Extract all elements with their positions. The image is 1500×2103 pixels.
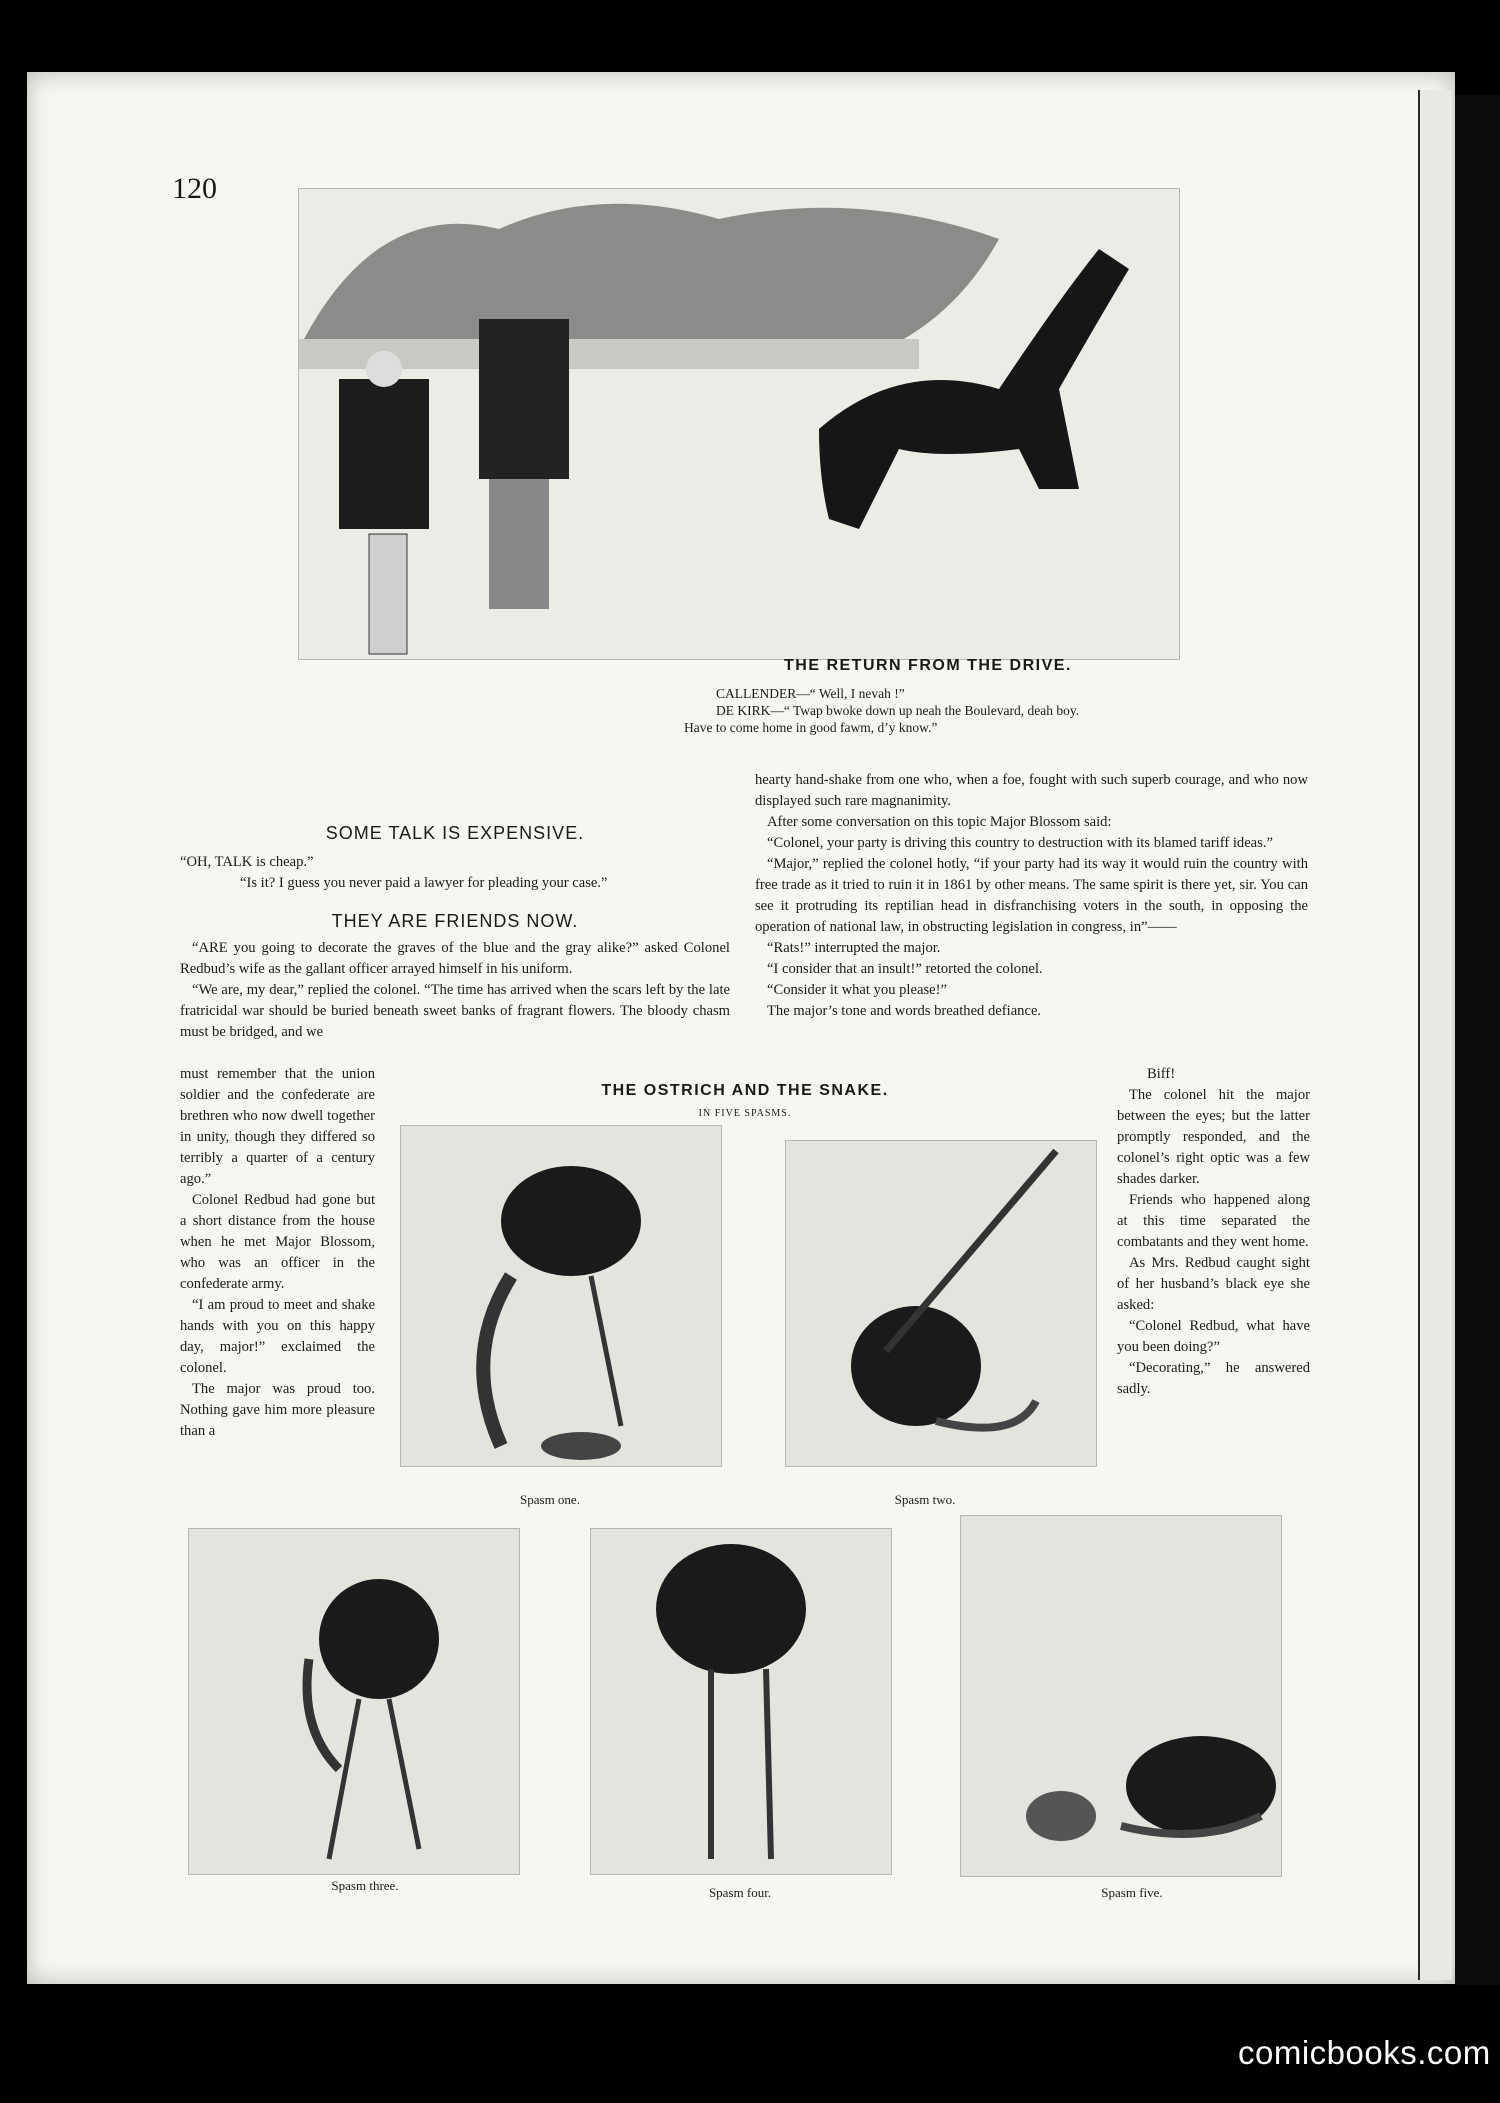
dark-border bbox=[1455, 95, 1500, 1985]
friends-para-6: The major was proud too. Nothing gave him more pleasure than a bbox=[180, 1381, 375, 1439]
drive-caption-line-1: CALLENDER—“ Well, I nevah !” bbox=[716, 686, 905, 701]
friends-c2: The colonel hit the major between the eyes; but the latter promptly responded, and the colonel’s right optic was a few shades darker. bbox=[1117, 1087, 1310, 1187]
spasm-three-illustration bbox=[188, 1528, 520, 1875]
drive-scene-drawing bbox=[299, 189, 1179, 659]
friends-column-left-wide bbox=[180, 938, 730, 1043]
friends-column-left-narrow bbox=[180, 1064, 375, 1442]
ostrich-drawing bbox=[401, 1126, 721, 1466]
friends-c6: “Decorating,” he answered sadly. bbox=[1117, 1360, 1310, 1397]
talk-heading: SOME TALK IS EXPENSIVE. bbox=[325, 823, 585, 843]
friends-c1: Biff! bbox=[1147, 1066, 1176, 1082]
spasm-two-illustration bbox=[785, 1140, 1097, 1467]
friends-para-3: must remember that the union soldier and the confederate are brethren who now dwell together in unity, though they differed so terribly a quarter of a century ago.” bbox=[180, 1066, 375, 1187]
watermark: comicbooks.com bbox=[1238, 2034, 1491, 2071]
friends-heading: THEY ARE FRIENDS NOW. bbox=[331, 911, 579, 931]
friends-c3: Friends who happened along at this time separated the combatants and they went home. bbox=[1117, 1192, 1310, 1250]
friends-column-right-narrow bbox=[1117, 1064, 1310, 1400]
friends-right-5: “Rats!” interrupted the major. bbox=[767, 940, 941, 956]
friends-right-8: The major’s tone and words breathed defiance. bbox=[767, 1003, 1042, 1019]
spasm-one-illustration bbox=[400, 1125, 722, 1467]
ostrich-drawing bbox=[189, 1529, 519, 1874]
ostrich-title: THE OSTRICH AND THE SNAKE. bbox=[601, 1082, 889, 1099]
friends-right-1: hearty hand-shake from one who, when a foe, fought with such superb courage, and who now displayed such rare magnanimity. bbox=[755, 772, 1308, 809]
friends-column-right bbox=[755, 770, 1308, 1022]
ostrich-drawing bbox=[591, 1529, 891, 1874]
friends-right-3: “Colonel, your party is driving this country to destruction with its blamed tariff ideas.” bbox=[767, 835, 1273, 851]
talk-line-2: “Is it? I guess you never paid a lawyer for pleading your case.” bbox=[240, 875, 608, 891]
friends-para-4: Colonel Redbud had gone but a short distance from the house when he met Major Blossom, who was an officer in the confederate army. bbox=[180, 1192, 375, 1292]
ostrich-drawing bbox=[786, 1141, 1096, 1466]
friends-c4: As Mrs. Redbud caught sight of her husband’s black eye she asked: bbox=[1117, 1255, 1310, 1313]
friends-right-7: “Consider it what you please!” bbox=[767, 982, 947, 998]
drive-illustration bbox=[298, 188, 1180, 660]
ostrich-subtitle: IN FIVE SPASMS. bbox=[698, 1108, 792, 1119]
page-number: 120 bbox=[172, 172, 217, 205]
friends-para-5: “I am proud to meet and shake hands with you on this happy day, major!” exclaimed the colonel. bbox=[180, 1297, 375, 1376]
friends-right-6: “I consider that an insult!” retorted the colonel. bbox=[767, 961, 1043, 977]
spasm-four-illustration bbox=[590, 1528, 892, 1875]
friends-right-2: After some conversation on this topic Major Blossom said: bbox=[767, 814, 1112, 830]
friends-para-1: “ARE you going to decorate the graves of the blue and the gray alike?” asked Colonel Redbud’s wife as the gallant officer arrayed himself in his uniform. bbox=[180, 940, 730, 977]
ostrich-drawing bbox=[961, 1516, 1281, 1876]
spasm-five-illustration bbox=[960, 1515, 1282, 1877]
spasm-four-caption: Spasm four. bbox=[708, 1885, 772, 1900]
spasm-two-caption: Spasm two. bbox=[894, 1492, 956, 1507]
facing-page-edge bbox=[1418, 90, 1452, 1980]
drive-caption-title: THE RETURN FROM THE DRIVE. bbox=[784, 657, 1072, 674]
friends-right-4: “Major,” replied the colonel hotly, “if your party had its way it would ruin the country with free trade as it tried to ruin it in 1861 by other means. The same spirit is there yet, sir. You can see it protruding its reptilian head in disfranchising voters in the south, in opposing the operation of national law, in obstructing legislation in congress, in”—— bbox=[755, 856, 1308, 935]
spasm-three-caption: Spasm three. bbox=[331, 1878, 399, 1893]
drive-caption-line-3: Have to come home in good fawm, d’y know.” bbox=[684, 720, 938, 735]
friends-para-2: “We are, my dear,” replied the colonel. “The time has arrived when the scars left by the late fratricidal war should be buried beneath sweet banks of fragrant flowers. The bloody chasm must be bridged, and we bbox=[180, 982, 730, 1040]
talk-line-1: “OH, TALK is cheap.” bbox=[180, 854, 314, 870]
spasm-five-caption: Spasm five. bbox=[1101, 1885, 1163, 1900]
drive-caption-line-2: DE KIRK—“ Twap bwoke down up neah the Boulevard, deah boy. bbox=[716, 703, 1080, 718]
friends-c5: “Colonel Redbud, what have you been doing?” bbox=[1117, 1318, 1310, 1355]
spasm-one-caption: Spasm one. bbox=[520, 1492, 580, 1507]
